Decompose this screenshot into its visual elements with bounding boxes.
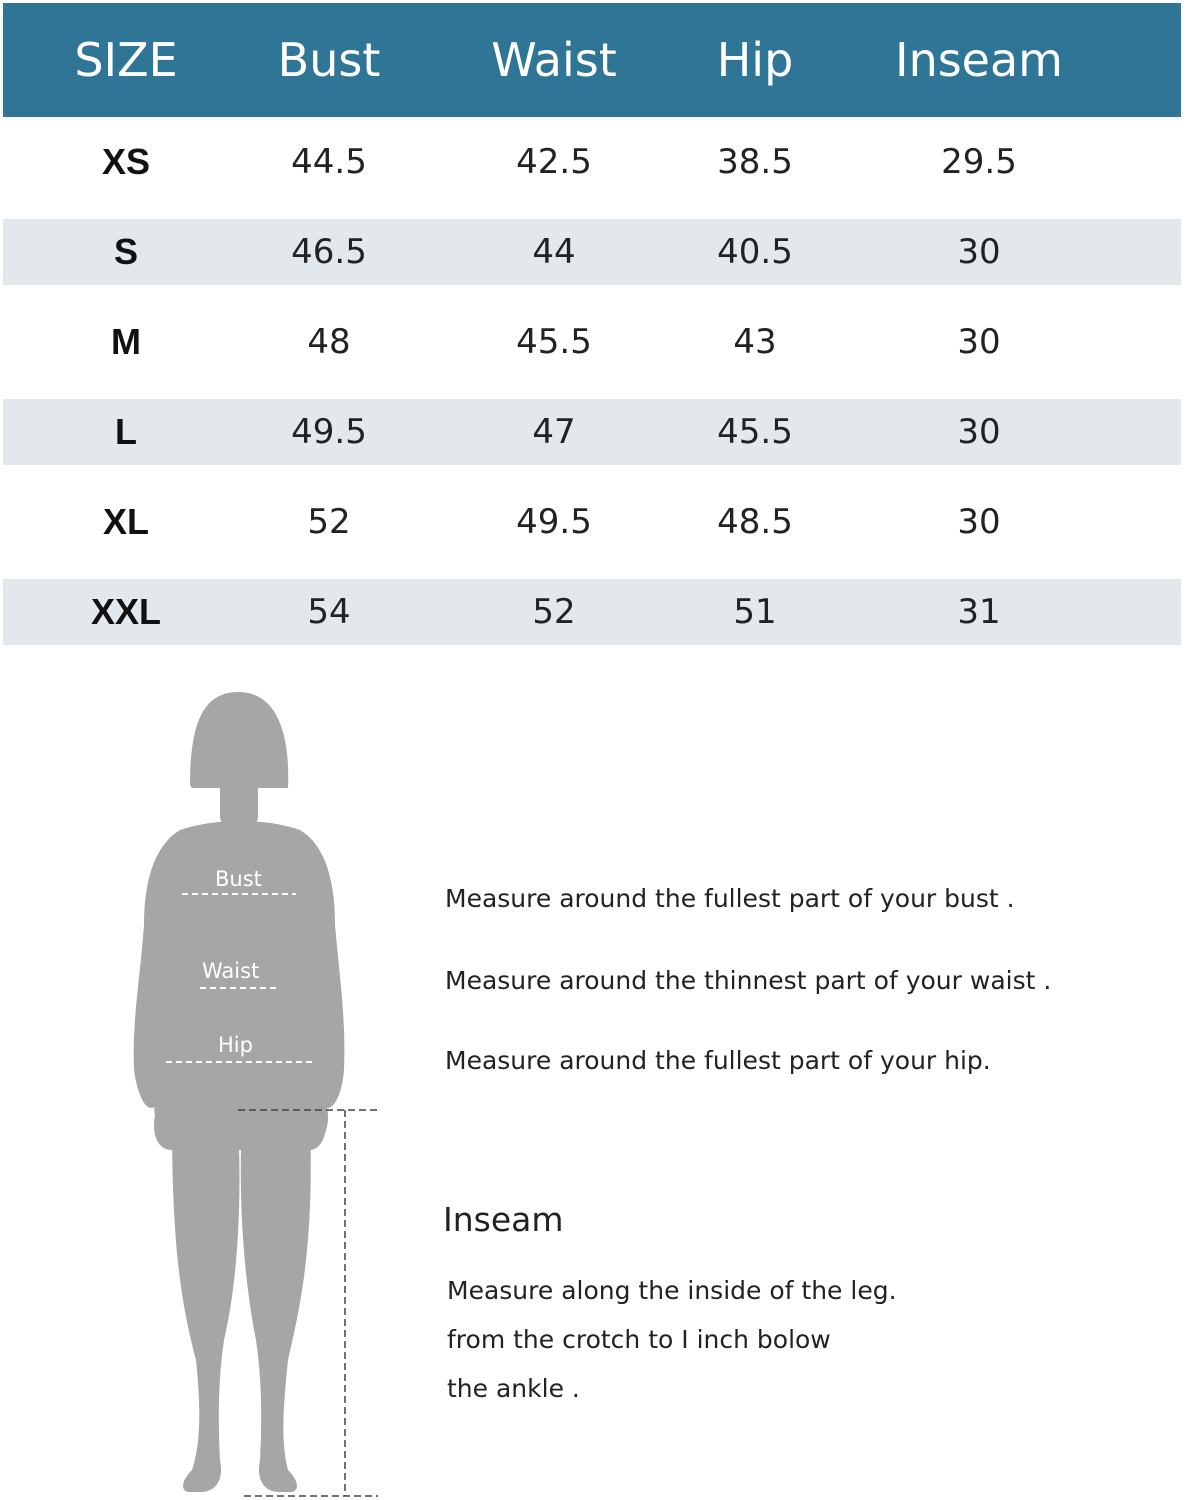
hip-instruction: Measure around the fullest part of your hip. bbox=[445, 1046, 991, 1075]
inseam-instruction-line: the ankle . bbox=[447, 1374, 580, 1403]
table-row bbox=[3, 207, 1181, 297]
waist-cell: 42.5 bbox=[516, 142, 592, 182]
waist-cell: 45.5 bbox=[516, 322, 592, 362]
waist-cell: 49.5 bbox=[516, 502, 592, 542]
waist-cell: 52 bbox=[532, 592, 576, 632]
inseam-cell: 31 bbox=[957, 592, 1001, 632]
size-chart-table bbox=[3, 3, 1181, 657]
size-cell: XXL bbox=[90, 591, 161, 632]
waist-cell: 47 bbox=[532, 412, 576, 452]
hip-cell: 51 bbox=[733, 592, 777, 632]
hip-label: Hip bbox=[218, 1033, 253, 1057]
bust-cell: 44.5 bbox=[291, 142, 367, 182]
bust-cell: 48 bbox=[307, 322, 351, 362]
table-header-row bbox=[3, 3, 1181, 117]
bust-label: Bust bbox=[215, 867, 262, 891]
silhouette-illustration bbox=[120, 680, 400, 1500]
bust-cell: 52 bbox=[307, 502, 351, 542]
table-row bbox=[3, 477, 1181, 567]
inseam-instruction-line: from the crotch to I inch bolow bbox=[447, 1325, 831, 1354]
waist-label: Waist bbox=[202, 959, 260, 983]
header-inseam: Inseam bbox=[895, 33, 1063, 87]
size-cell: XS bbox=[101, 141, 151, 182]
waist-instruction: Measure around the thinnest part of your waist . bbox=[445, 966, 1052, 995]
table-row bbox=[3, 567, 1181, 657]
hip-cell: 45.5 bbox=[717, 412, 793, 452]
silhouette-body bbox=[134, 692, 345, 1492]
inseam-cell: 30 bbox=[957, 412, 1001, 452]
table-row bbox=[3, 297, 1181, 387]
bust-cell: 46.5 bbox=[291, 232, 367, 272]
table-row bbox=[3, 117, 1181, 207]
hip-cell: 48.5 bbox=[717, 502, 793, 542]
inseam-cell: 30 bbox=[957, 322, 1001, 362]
size-cell: M bbox=[111, 321, 141, 362]
inseam-cell: 29.5 bbox=[941, 142, 1017, 182]
body-measurement-figure bbox=[120, 680, 400, 1500]
bust-cell: 54 bbox=[307, 592, 351, 632]
bust-instruction: Measure around the fullest part of your bust . bbox=[445, 884, 1015, 913]
hip-cell: 43 bbox=[733, 322, 777, 362]
hip-cell: 38.5 bbox=[717, 142, 793, 182]
table-row bbox=[3, 387, 1181, 477]
header-hip: Hip bbox=[716, 33, 794, 87]
header-waist: Waist bbox=[491, 33, 617, 87]
hip-cell: 40.5 bbox=[717, 232, 793, 272]
header-size: SIZE bbox=[74, 33, 178, 87]
size-cell: S bbox=[113, 231, 138, 272]
inseam-cell: 30 bbox=[957, 232, 1001, 272]
inseam-cell: 30 bbox=[957, 502, 1001, 542]
waist-cell: 44 bbox=[532, 232, 576, 272]
size-cell: L bbox=[115, 411, 137, 452]
bust-cell: 49.5 bbox=[291, 412, 367, 452]
header-bust: Bust bbox=[277, 33, 381, 87]
inseam-instruction-line: Measure along the inside of the leg. bbox=[447, 1276, 897, 1305]
inseam-title: Inseam bbox=[443, 1200, 564, 1239]
size-cell: XL bbox=[102, 501, 149, 542]
